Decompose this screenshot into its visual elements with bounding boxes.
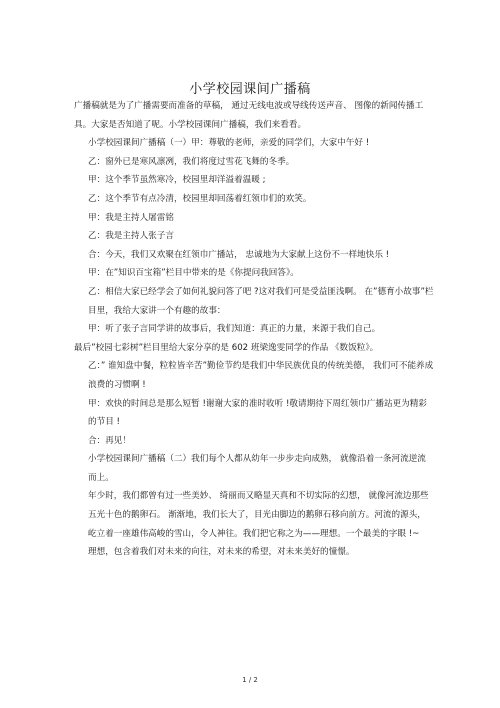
paragraph: 乙：窗外已是寒风凛冽，我们将度过雪花飞舞的冬季。: [88, 156, 295, 167]
paragraph: 甲：我是主持人屠雷铭: [88, 212, 174, 223]
paragraph: 乙：相信大家已经学会了如何礼貌问答了吧 ?这对我们可是受益匪浅啊。 在”德育小故事”栏目里，我给大家讲一个有趣的故事：: [88, 286, 434, 316]
paragraph: 理想，包含着我们对未来的向往，对未来的希望，对未来美好的憧憬。: [88, 547, 355, 558]
document-body: [74, 97, 434, 562]
paragraph: 小学校园课间广播稿（一）甲：尊敬的老师，亲爱的同学们，大家中午好 !: [88, 138, 370, 149]
paragraph: 乙：这个季节有点冷清，校园里却回荡着红领巾们的欢笑。: [88, 193, 312, 204]
paragraph: 广播稿就是为了广播需要而准备的草稿， 通过无线电波或导线传送声音、 图像的新闻传播工具。大家是否知道了呢。小学校园课间广播稿，我们来看看。: [74, 101, 424, 130]
document-title: 小学校园课间广播稿: [189, 82, 311, 97]
paragraph: 最后”校园七彩树”栏目里给大家分享的是 602 班梁逸雯同学的作品 《数饭粒》。: [74, 342, 379, 353]
paragraph: 乙：” 谁知盘中餐，粒粒皆辛苦”勤俭节约是我们中华民族优良的传统美德， 我们可不能养成浪费的习惯啊 !: [88, 361, 434, 390]
page-indicator: 1 / 2: [242, 676, 258, 684]
paragraph: 甲：这个季节虽然寒冷，校园里却洋溢着温暖 ;: [88, 175, 266, 186]
paragraph: 小学校园课间广播稿（二）我们每个人都从幼年一步步走向成熟， 就像沿着一条河流逆流而上。: [88, 454, 426, 483]
paragraph: 合：再见！: [88, 435, 131, 446]
paragraph: 甲：在”知识百宝箱”栏目中带来的是《你提问我回答》。: [88, 268, 299, 279]
paragraph: 甲：欢快的时间总是那么短暂 !谢谢大家的准时收听 !敬请期待下周红领巾广播站更为精彩的节目 !: [88, 398, 427, 428]
paragraph: 甲：听了张子言同学讲的故事后，我们知道：真正的力量，来源于我们自己。: [88, 324, 381, 335]
paragraph: 年少时，我们都曾有过一些美妙、 绮丽而又略显天真和不切实际的幻想， 就像河流边那些五光十色的鹅卵石。 渐渐地，我们长大了，目光由脚边的鹅卵石移向前方。河流的源头，屹立着一座雄伟高峻的雪山，令人神往。我们把它称之为——理想。一个最美的字眼 !~: [88, 491, 429, 539]
paragraph: 合：今天，我们又欢聚在红领巾广播站， 忠诚地为大家献上这份不一样地快乐 !: [88, 249, 390, 260]
paragraph: 乙：我是主持人张子言: [88, 231, 174, 242]
